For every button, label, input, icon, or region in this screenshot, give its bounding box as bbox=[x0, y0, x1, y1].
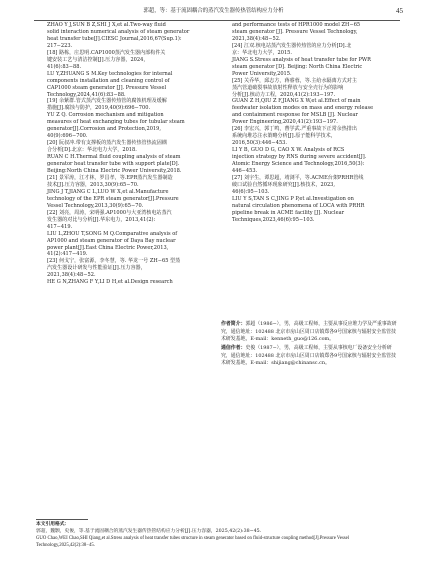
reference-line: RUAN C H.Thermal fluid coupling analysis of steam bbox=[47, 154, 181, 161]
reference-line: JIANG S.Stress analysis of heat transfer tube for PWR bbox=[232, 56, 371, 63]
reference-line: steam generator [J]. Pressure Vessel Technology, bbox=[232, 28, 358, 35]
reference-entry bbox=[221, 98, 399, 126]
page-number: 45 bbox=[396, 7, 403, 15]
reference-line: heat transfer tube[J].CIESC Journal,2016,67(Sup.1): bbox=[47, 35, 182, 42]
reference-line: 446−453. bbox=[232, 168, 258, 175]
reference-line: 系统向堆芯注水策略分析[J].原子能科学技术， bbox=[232, 133, 336, 140]
citation-cn: 郭超，魏颢，史俊，等.基于流固耦合的蒸汽发生器传热管结构应力分析[J].压力容器，2025,42(2):38−45. bbox=[36, 529, 262, 534]
bio-label: 作者简介： bbox=[221, 321, 246, 327]
reference-line: Power University,2015. bbox=[232, 70, 292, 77]
author-bios bbox=[221, 321, 399, 370]
reference-line: Beijing:North China Electric Power University,2018. bbox=[47, 168, 182, 175]
reference-entry bbox=[36, 210, 214, 231]
reference-entry bbox=[36, 112, 214, 140]
reference-line: [27] 刘宇生，谭思超，靖浏平，等.ACME台架PRHR管线 bbox=[232, 174, 364, 181]
reference-line: and performance tests of HPR1000 model ZH−65 bbox=[232, 22, 361, 28]
reference-line: 发生器的对比与分析[J].华东电力，2013,41(2): bbox=[47, 216, 156, 223]
reference-line: 破口试验自然循环现象研究[J].核技术，2023, bbox=[232, 181, 336, 188]
reference-line: 合分析[D].北京：华北电力大学，2018. bbox=[47, 147, 137, 154]
bio-label: 通信作者： bbox=[221, 345, 246, 352]
reference-line: 2016,50(3):446−453. bbox=[232, 140, 288, 147]
reference-line: LIU Y S,TAN S C,JING P P,et al.Investigation on bbox=[232, 195, 354, 202]
reference-line: 217−223. bbox=[47, 42, 73, 49]
reference-line: [21] 景军涛，江才林，罗昌孝，等.EPR蒸汽发生器制造 bbox=[47, 174, 173, 181]
reference-column-right bbox=[221, 22, 399, 224]
reference-entry bbox=[36, 22, 214, 50]
reference-line: solid interaction numerical analysis of steam generator bbox=[47, 28, 190, 35]
reference-line: generator[J].Corrosion and Protection,2019, bbox=[47, 126, 161, 133]
reference-line: 41(6):83−88. bbox=[47, 63, 82, 70]
reference-line: HE G N,ZHANG F Y,LI D H,et al.Design research bbox=[47, 279, 173, 286]
reference-line: 分析[J].核动力工程，2020,41(2):193−197. bbox=[232, 91, 336, 98]
reference-line: 417−419. bbox=[47, 223, 73, 230]
header-rule bbox=[34, 20, 400, 21]
author-bio-first bbox=[221, 321, 399, 344]
reference-line: [25] 关乔华，邱志方，蒋睿蓉，等.主给水隔离方式对主 bbox=[232, 77, 357, 84]
reference-line: 键安装工艺与清洁控制[J].压力容器，2024， bbox=[47, 56, 149, 63]
reference-line: 41(2):417−419. bbox=[47, 251, 88, 258]
reference-line: Atomic Energy Science and Technology,2016,50(3): bbox=[232, 161, 365, 168]
reference-line: 技术[J].压力容器，2013,30(9):65−70. bbox=[47, 181, 139, 188]
reference-line: generator heat transfer tube with support plate[D]. bbox=[47, 161, 180, 168]
reference-entry bbox=[221, 22, 399, 43]
reference-line: [20] 阮叔冲.带有支撑板的蒸汽发生器传热管热流固耦 bbox=[47, 140, 167, 147]
bio-text: 史俊（1987−），男，高级工程师，主要从事核电厂设备安全分析研究，通信地址：102488 北京市房山区周口店镇郑各9号国家核与辐射安全监管技术研发基地，E-mail：shijiang@chinansc.cn。 bbox=[221, 345, 396, 367]
reference-line: [26] 李宏兴，郭丁鸣，曹学武.严重事故下正常余热排出 bbox=[232, 126, 357, 133]
reference-line: and containment response for MSLB [J]. Nuclear bbox=[232, 112, 358, 119]
reference-line: injection strategy by RNS during severe accident[J]. bbox=[232, 154, 367, 161]
page-header bbox=[0, 0, 427, 22]
reference-line: measures of heat exchanging tubes for tubular steam bbox=[47, 119, 185, 126]
reference-entry bbox=[36, 175, 214, 189]
reference-entry bbox=[221, 126, 399, 147]
reference-line: [22] 刘亮，周涛，宋明强.AP1000与大亚湾核电站蒸汽 bbox=[47, 209, 172, 216]
reference-line: LI Y B, GUO D G, CAO X W. Analysis of RCS bbox=[232, 147, 345, 154]
reference-entry bbox=[221, 57, 399, 78]
reference-line: Vessel Technology,2013,30(9):65−70. bbox=[47, 202, 144, 209]
reference-entry bbox=[36, 231, 214, 259]
reference-line: CAP1000 steam generator [J]. Pressure Vessel bbox=[47, 84, 167, 91]
reference-line: pipeline break in ACME facility [J]. Nuclear bbox=[232, 209, 345, 216]
reference-line: 蒸汽管道破裂事故放射性释放与安全壳行为的影响 bbox=[232, 84, 344, 91]
reference-entry bbox=[36, 98, 214, 112]
reference-line: YU Z Q. Corrosion mechanism and mitigation bbox=[47, 112, 164, 119]
reference-entry bbox=[36, 50, 214, 71]
reference-line: 措施[J].腐蚀与防护，2019,40(9):696−700. bbox=[47, 105, 151, 112]
reference-line: 汽发生器设计研发与性能验证[J].压力容器， bbox=[47, 265, 146, 272]
reference-line: [23] 何戈宁，张富源，李冬慧，等. 华龙一号 ZH−65 型蒸 bbox=[47, 258, 181, 265]
reference-entry bbox=[36, 140, 214, 154]
reference-line: GUAN Z H,QIU Z F,JIANG X W,et al.Effect of main bbox=[232, 98, 361, 105]
reference-entry bbox=[221, 147, 399, 175]
reference-line: 京：华北电力大学，2015. bbox=[232, 49, 293, 56]
reference-entry bbox=[221, 196, 399, 224]
reference-entry bbox=[221, 175, 399, 196]
reference-line: 2021,38(4):48−52. bbox=[47, 272, 96, 279]
reference-line: 2021,38(4):48−52. bbox=[232, 35, 281, 42]
reference-entry bbox=[36, 258, 214, 279]
reference-line: 46(6):95−103. bbox=[232, 188, 270, 195]
reference-line: feedwater isolation modes on mass and energy release bbox=[232, 105, 374, 112]
reference-line: Power Engineering,2020,41(2):193−197. bbox=[232, 119, 338, 126]
reference-entry bbox=[36, 154, 214, 175]
reference-entry bbox=[221, 78, 399, 99]
reference-entry bbox=[221, 43, 399, 57]
reference-line: Technology,2024,41(6):83−88. bbox=[47, 91, 126, 98]
reference-entry bbox=[36, 189, 214, 210]
reference-line: 40(9):696−700. bbox=[47, 133, 88, 140]
reference-line: technology of the EPR steam generator[J].Pressure bbox=[47, 195, 179, 202]
running-title: 郭超，等：基于流固耦合的蒸汽发生器传热管结构应力分析 bbox=[143, 8, 284, 14]
reference-entry bbox=[36, 279, 214, 286]
citation-en: GUO Chao,WEI Chao,SHI Qiang,et al.Stress analysis of heat transfer tubes structure in steam generator based on fluid-structure coupling method[J].Pressure Vessel Technology,2025,42(2):38−45. bbox=[36, 536, 350, 548]
reference-column-left bbox=[36, 22, 214, 286]
footer-rule bbox=[36, 519, 88, 520]
bio-text: 郭超（1986−），男，高级工程师，主要从事反应堆力学及严重事故研究，通信地址：102488 北京市房山区周口店镇郑各9号国家核与辐射安全监管技术研发基地，E-mail：kenneth_guo@126.com。 bbox=[221, 321, 397, 343]
reference-line: JING J T,JIANG C L,LUO W X,et al.Manufacture bbox=[47, 188, 169, 195]
reference-line: steam generator [D]. Beijing: North China Electric bbox=[232, 63, 363, 70]
citation-title: 本文引用格式： bbox=[36, 522, 70, 527]
reference-line: ZHAO Y J,SUN B Z,SHI J X,et al.Two-way fluid bbox=[47, 22, 166, 28]
reference-line: [19] 余紫群.管式蒸汽发生器传热管的腐蚀机理及缓解 bbox=[47, 98, 167, 105]
reference-line: natural circulation phenomena of LOCA with PRHR bbox=[232, 202, 365, 209]
reference-line: LU Y,ZHUANG S M.Key technologies for internal bbox=[47, 70, 173, 77]
reference-line: Techniques,2023,46(6):95−103. bbox=[232, 216, 315, 223]
reference-entry bbox=[36, 71, 214, 99]
reference-line: [24] 江双.核电站蒸汽发生器传热管的应力分析[D].北 bbox=[232, 42, 352, 49]
reference-line: [18] 路栋，庄思明.CAP1000蒸汽发生器内部构件关 bbox=[47, 49, 166, 56]
reference-line: power plant[J].East China Electric Power,2013, bbox=[47, 244, 169, 251]
reference-line: components installation and cleaning control of bbox=[47, 77, 170, 84]
reference-line: AP1000 and steam generator of Daya Bay nuclear bbox=[47, 237, 176, 244]
citation-footer bbox=[36, 521, 400, 549]
reference-line: LIU L,ZHOU T,SONG M Q.Comparative analysis of bbox=[47, 230, 178, 237]
author-bio-corresponding bbox=[221, 345, 399, 368]
